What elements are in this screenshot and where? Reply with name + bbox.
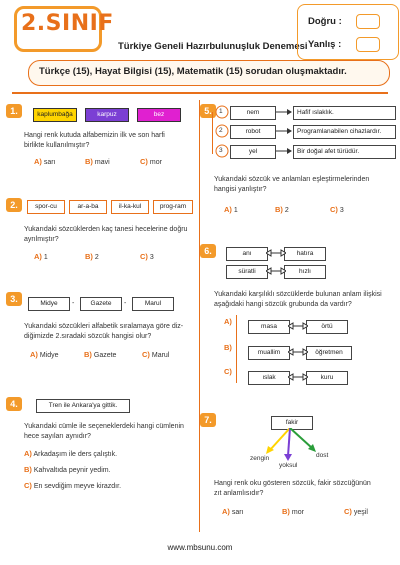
q1-chip-pink: bez <box>137 108 181 122</box>
q7-option-a[interactable]: A) sarı <box>222 507 244 516</box>
q4-text-1: Yukarıdaki cümle ile seçeneklerdeki hangi cümlenin <box>24 423 184 430</box>
question-number: 6. <box>200 244 216 258</box>
q7-text-1: Hangi renk oku gösteren sözcük, fakir sözcüğünün <box>214 480 371 487</box>
q5-option-b[interactable]: B) 2 <box>275 205 289 214</box>
q5-option-c[interactable]: C) 3 <box>330 205 344 214</box>
q1-text-2: birlikte kullanılmıştır? <box>24 142 90 149</box>
question-number: 7. <box>200 413 216 427</box>
q3-option-b[interactable]: B) Gazete <box>84 350 117 359</box>
q1-option-b[interactable]: B) mavi <box>85 157 110 166</box>
q3-word-2: Gazete <box>80 297 122 311</box>
q4-option-c[interactable]: C) En sevdiğim meyve kirazdır. <box>24 481 122 490</box>
grade-text: 2.SINIF <box>21 11 114 36</box>
q6-option-c-key[interactable]: C) <box>224 367 232 376</box>
q5-word-1: nem <box>230 106 276 120</box>
q1-text-1: Hangi renk kutuda alfabemizin ilk ve son harfi <box>24 132 165 139</box>
question-number: 5. <box>200 104 216 118</box>
q2-option-a[interactable]: A) 1 <box>34 252 48 261</box>
q5-num-1: 1 <box>219 108 223 115</box>
q5-num-3: 3 <box>219 147 223 154</box>
q6-option-b-word1: muallim <box>248 346 290 360</box>
q1-option-a[interactable]: A) sarı <box>34 157 56 166</box>
q3-option-c[interactable]: C) Marul <box>142 350 170 359</box>
q3-text-2: diğimizde 2.sıradaki sözcük hangisi olur? <box>24 333 152 340</box>
q5-def-2: Programlanabilen cihazlardır. <box>293 125 396 139</box>
q7-arrow-green-label: dost <box>316 452 329 459</box>
question-number: 4. <box>6 397 22 411</box>
q6-example-b1: hatıra <box>284 247 326 261</box>
q3-option-a[interactable]: A) Midye <box>30 350 59 359</box>
q5-text-1: Yukarıdaki sözcük ve anlamları eşleştirmelerinden <box>214 176 370 183</box>
q6-example-a2: süratli <box>226 265 268 279</box>
q3-word-1: Midye <box>28 297 70 311</box>
wrong-input[interactable] <box>356 37 380 52</box>
correct-input[interactable] <box>356 14 380 29</box>
q6-option-c-word2: kuru <box>306 371 348 385</box>
q6-option-b-key[interactable]: B) <box>224 343 232 352</box>
question-number: 2. <box>6 198 22 212</box>
q5-option-a[interactable]: A) 1 <box>224 205 238 214</box>
q6-example-b2: hızlı <box>284 265 326 279</box>
q2-text-1: Yukarıdaki sözcüklerden kaç tanesi hecelerine doğru <box>24 226 188 233</box>
q7-option-c[interactable]: C) yeşil <box>344 507 368 516</box>
q6-arrows <box>266 246 286 280</box>
q5-num-2: 2 <box>219 127 223 134</box>
q3-sep-2: - <box>124 300 127 307</box>
q6-option-a-key[interactable]: A) <box>224 317 232 326</box>
correct-label: Doğru : <box>308 16 342 27</box>
info-banner-text: Türkçe (15), Hayat Bilgisi (15), Matematik (15) sorudan oluşmaktadır. <box>39 66 347 77</box>
question-number: 3. <box>6 292 22 306</box>
q2-chip-2: ar-a-ba <box>69 200 107 214</box>
q1-chip-purple: karpuz <box>85 108 129 122</box>
q7-arrow-yellow-label: zengin <box>250 455 270 462</box>
q6-option-c-word1: ıslak <box>248 371 290 385</box>
q7-text-2: zıt anlamlısıdır? <box>214 490 264 497</box>
q4-text-2: hece sayıları aynıdır? <box>24 433 91 440</box>
q3-text-1: Yukarıdaki sözcükleri alfabetik sıralamaya göre diz- <box>24 323 184 330</box>
q7-arrow-purple-label: yoksul <box>279 462 298 469</box>
q6-text-2: aşağıdaki hangi sözcük grubunda da vardır? <box>214 301 352 308</box>
q5-word-2: robot <box>230 125 276 139</box>
info-banner <box>28 60 390 86</box>
question-number: 1. <box>6 104 22 118</box>
q6-option-arrows <box>288 318 308 384</box>
q1-chip-yellow: kaplumbağa <box>33 108 77 122</box>
q4-option-b[interactable]: B) Kahvaltıda peynir yedim. <box>24 465 111 474</box>
q2-chip-3: il-ka-kul <box>111 200 149 214</box>
q6-option-a-word2: örtü <box>306 320 348 334</box>
q3-sep-1: - <box>72 300 75 307</box>
q6-option-a-word1: masa <box>248 320 290 334</box>
q2-option-b[interactable]: B) 2 <box>85 252 99 261</box>
grade-badge <box>14 6 114 52</box>
q1-option-c[interactable]: C) mor <box>140 157 162 166</box>
q5-def-1: Hafif ıslaklık. <box>293 106 396 120</box>
header-divider <box>12 92 388 94</box>
footer-url[interactable]: www.mbsunu.com <box>167 543 233 552</box>
q6-example-a1: anı <box>226 247 268 261</box>
q3-word-3: Marul <box>132 297 174 311</box>
q4-option-a[interactable]: A) Arkadaşım ile ders çalıştık. <box>24 449 118 458</box>
q4-sentence-box: Tren ile Ankara'ya gittik. <box>36 399 130 413</box>
q7-option-b[interactable]: B) mor <box>282 507 304 516</box>
q2-text-2: ayrılmıştır? <box>24 236 59 243</box>
q2-option-c[interactable]: C) 3 <box>140 252 154 261</box>
q2-chip-4: prog-ram <box>153 200 193 214</box>
q6-option-b-word2: öğretmen <box>306 346 352 360</box>
wrong-label: Yanlış : <box>308 39 342 50</box>
q7-center-word: fakir <box>271 416 313 430</box>
column-divider <box>199 100 200 532</box>
q2-chip-1: spor-cu <box>27 200 65 214</box>
exam-title: Türkiye Geneli Hazırbulunuşluk Denemesi <box>118 41 308 52</box>
q5-def-3: Bir doğal afet türüdür. <box>293 145 396 159</box>
q5-word-3: yel <box>230 145 276 159</box>
q6-text-1: Yukarıdaki karşılıklı sözcüklerde bulunan anlam ilişkisi <box>214 291 382 298</box>
q5-text-2: hangisi yanlıştır? <box>214 186 267 193</box>
score-box <box>297 4 399 60</box>
